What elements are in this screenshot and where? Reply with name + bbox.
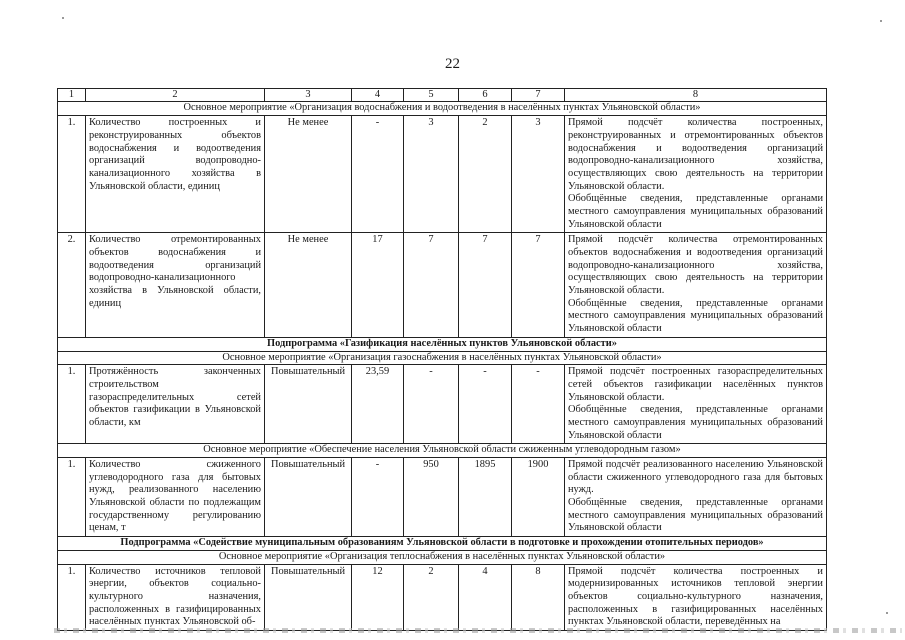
indicator-name: Количество источников тепловой энергии, объектов социально-культурного назначения, расположенных в газифицированных населённых пунктах Ульяновской об-	[86, 564, 265, 630]
value-col-6: 1895	[459, 458, 512, 537]
row-number: 2.	[58, 233, 86, 338]
table-row	[58, 365, 827, 444]
method-paragraph: Прямой подсчёт построенных газораспределительных сетей объектов газификации населённых пунктов Ульяновской области.	[568, 366, 823, 403]
section-row	[58, 444, 827, 458]
section-title: Основное мероприятие «Организация водоснабжения и водоотведения в населённых пунктах Ульяновской области»	[58, 102, 827, 116]
indicator-type: Не менее	[265, 233, 352, 338]
subprogram-row	[58, 337, 827, 351]
value-col-5: 950	[404, 458, 459, 537]
header-cell: 4	[352, 89, 404, 102]
row-number: 1.	[58, 458, 86, 537]
indicator-name: Количество сжиженного углеводородного газа для бытовых нужд, реализованного населению Ульяновской области по подлежащим государственному регулированию ценам, т	[86, 458, 265, 537]
calculation-method	[565, 564, 827, 630]
method-paragraph: Обобщённые сведения, представленные органами местного самоуправления муниципальных образований Ульяновской области	[568, 297, 823, 335]
method-paragraph: Прямой подсчёт количества построенных и модернизированных источников тепловой энергии объектов социально-культурного назначения, расположенных в газифицированных населённых пунктах Ульяновской области, переведённых на	[568, 565, 823, 628]
subprogram-row	[58, 537, 827, 551]
method-paragraph: Прямой подсчёт количества построенных, реконструированных и отремонтированных объектов водоснабжения и водоотведения организаций водопроводно-канализационного хозяйства, осуществляющих свою деятельность на территории Ульяновской области.	[568, 117, 823, 192]
indicator-type: Повышательный	[265, 458, 352, 537]
section-title: Основное мероприятие «Организация газоснабжения в населённых пунктах Ульяновской области»	[58, 351, 827, 365]
header-row	[58, 89, 827, 102]
indicator-type: Повышательный	[265, 564, 352, 630]
section-title: Основное мероприятие «Обеспечение населения Ульяновской области сжиженным углеводородным газом»	[58, 444, 827, 458]
value-col-6: -	[459, 365, 512, 444]
subprogram-title: Подпрограмма «Газификация населённых пунктов Ульяновской области»	[58, 337, 827, 351]
value-col-4: 17	[352, 233, 404, 338]
indicator-type: Повышательный	[265, 365, 352, 444]
method-paragraph: Обобщённые сведения, представленные органами местного самоуправления муниципальных образований Ульяновской области	[568, 404, 823, 441]
value-col-4: 23,59	[352, 365, 404, 444]
method-paragraph: Обобщённые сведения, представленные органами местного самоуправления муниципальных образований Ульяновской области	[568, 193, 823, 230]
value-col-6: 4	[459, 564, 512, 630]
method-paragraph: Прямой подсчёт количества отремонтированных объектов водоснабжения и водоотведения организаций водопроводно-канализационного хозяйства, осуществляющих свою деятельность на территории Ульяновской области.	[568, 234, 823, 297]
table-row	[58, 458, 827, 537]
value-col-4: -	[352, 458, 404, 537]
section-row	[58, 351, 827, 365]
value-col-7: -	[512, 365, 565, 444]
table-row	[58, 233, 827, 338]
value-col-4: -	[352, 116, 404, 233]
scan-speck	[62, 17, 64, 19]
value-col-6: 2	[459, 116, 512, 233]
header-cell: 6	[459, 89, 512, 102]
header-cell: 7	[512, 89, 565, 102]
header-cell: 8	[565, 89, 827, 102]
indicator-name: Протяжённость законченных строительством газораспределительных сетей объектов газификации в Ульяновской области, км	[86, 365, 265, 444]
value-col-4: 12	[352, 564, 404, 630]
subprogram-title: Подпрограмма «Содействие муниципальным образованиям Ульяновской области в подготовке и прохождении отопительных периодов»	[58, 537, 827, 551]
indicator-type: Не менее	[265, 116, 352, 233]
scan-speck	[880, 20, 882, 22]
indicator-name: Количество построенных и реконструированных объектов водоснабжения и водоотведения организаций водопроводно-канализационного хозяйства в Ульяновской области, единиц	[86, 116, 265, 233]
page-number: 22	[445, 56, 460, 72]
value-col-7: 7	[512, 233, 565, 338]
row-number: 1.	[58, 116, 86, 233]
scan-speck	[886, 612, 888, 614]
value-col-5: 3	[404, 116, 459, 233]
calculation-method	[565, 458, 827, 537]
value-col-5: 2	[404, 564, 459, 630]
row-number: 1.	[58, 564, 86, 630]
value-col-5: 7	[404, 233, 459, 338]
value-col-7: 1900	[512, 458, 565, 537]
value-col-6: 7	[459, 233, 512, 338]
section-row	[58, 550, 827, 564]
table-row	[58, 116, 827, 233]
header-cell: 2	[86, 89, 265, 102]
value-col-7: 8	[512, 564, 565, 630]
section-title: Основное мероприятие «Организация теплоснабжения в населённых пунктах Ульяновской области»	[58, 550, 827, 564]
section-row	[58, 102, 827, 116]
value-col-7: 3	[512, 116, 565, 233]
table-row	[58, 564, 827, 630]
header-cell: 5	[404, 89, 459, 102]
header-cell: 1	[58, 89, 86, 102]
header-cell: 3	[265, 89, 352, 102]
calculation-method	[565, 365, 827, 444]
table-body	[58, 89, 827, 631]
method-paragraph: Обобщённые сведения, представленные органами местного самоуправления муниципальных образований Ульяновской области	[568, 497, 823, 534]
row-number: 1.	[58, 365, 86, 444]
scan-bottom-edge	[54, 628, 902, 633]
method-paragraph: Прямой подсчёт реализованного населению Ульяновской области сжиженного углеводородного газа для бытовых нужд.	[568, 459, 823, 496]
indicators-table	[57, 88, 827, 631]
calculation-method	[565, 233, 827, 338]
calculation-method	[565, 116, 827, 233]
indicator-name: Количество отремонтированных объектов водоснабжения и водоотведения организаций водопроводно-канализационного хозяйства в Ульяновской области, единиц	[86, 233, 265, 338]
value-col-5: -	[404, 365, 459, 444]
